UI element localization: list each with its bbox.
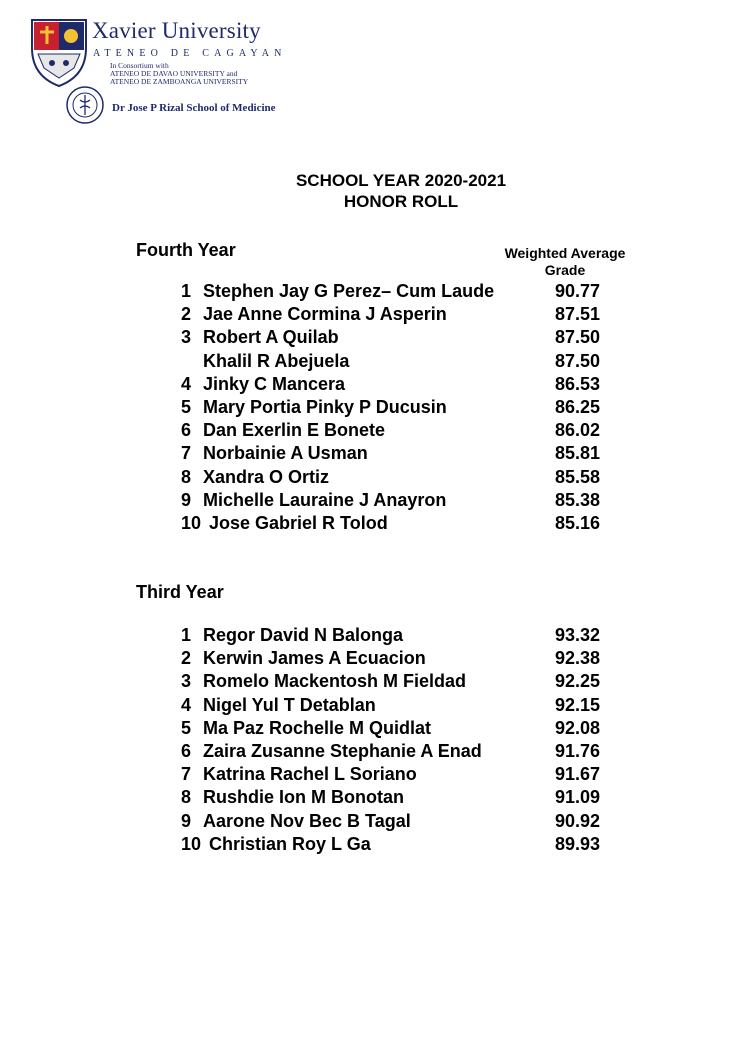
student-name: Zaira Zusanne Stephanie A Enad — [203, 741, 482, 761]
weighted-average-grade: 91.09 — [555, 787, 601, 808]
student-name: Mary Portia Pinky P Ducusin — [203, 397, 447, 417]
student-name: Dan Exerlin E Bonete — [203, 420, 386, 441]
grade-column-header-line: Grade — [544, 262, 586, 278]
weighted-average-grade: 87.50 — [555, 327, 601, 348]
honor-roll-row — [181, 397, 621, 420]
consortium-note — [110, 62, 248, 86]
rank-number: 6 — [181, 741, 192, 761]
grade-column-header — [490, 245, 640, 279]
third-year-heading: Third Year — [136, 582, 224, 602]
honor-roll-row — [181, 671, 621, 694]
student-name: Khalil R Abejuela — [203, 350, 350, 371]
honor-roll-row — [181, 467, 621, 490]
consortium-line: ATENEO DE DAVAO UNIVERSITY and — [110, 69, 238, 78]
weighted-average-grade: 85.38 — [555, 489, 601, 510]
honor-roll-title: HONOR ROLL — [343, 192, 459, 211]
honor-roll-row — [181, 834, 621, 857]
weighted-average-grade: 85.16 — [555, 513, 601, 533]
grade-column-header-line: Weighted Average — [504, 245, 626, 261]
rank-number: 4 — [181, 694, 192, 715]
student-name: Norbainie A Usman — [203, 443, 368, 464]
rank-number: 5 — [181, 717, 192, 738]
rank-number: 4 — [181, 373, 192, 394]
honor-roll-row — [181, 695, 621, 718]
rank-number: 9 — [181, 489, 192, 510]
fourth-year-heading: Fourth Year — [136, 240, 236, 260]
weighted-average-grade: 92.25 — [555, 671, 601, 692]
weighted-average-grade: 86.53 — [555, 373, 601, 394]
letterhead — [30, 14, 330, 124]
honor-roll-row — [181, 648, 621, 671]
rank-number: 6 — [181, 420, 192, 441]
student-name: Stephen Jay G Perez– Cum Laude — [203, 281, 495, 301]
honor-roll-row — [181, 351, 621, 374]
rank-number: 2 — [181, 304, 192, 325]
school-name: Dr Jose P Rizal School of Medicine — [112, 102, 276, 114]
school-year-title: SCHOOL YEAR 2020-2021 — [295, 171, 507, 190]
honor-roll-row — [181, 718, 621, 741]
weighted-average-grade: 93.32 — [555, 625, 601, 645]
rank-number: 5 — [181, 397, 192, 417]
honor-roll-row — [181, 420, 621, 443]
weighted-average-grade: 92.15 — [555, 694, 601, 715]
weighted-average-grade: 87.50 — [555, 350, 601, 371]
student-name: Jae Anne Cormina J Asperin — [203, 304, 447, 325]
honor-roll-row — [181, 787, 621, 810]
rank-number: 9 — [181, 810, 192, 831]
student-name: Romelo Mackentosh M Fieldad — [203, 671, 467, 692]
student-name: Michelle Lauraine J Anayron — [203, 489, 447, 510]
student-name: Rushdie Ion M Bonotan — [203, 787, 404, 808]
student-name: Xandra O Ortiz — [203, 466, 330, 487]
honor-roll-row — [181, 513, 621, 536]
rank-number: 1 — [181, 281, 192, 301]
school-of-medicine-seal-icon — [66, 86, 104, 124]
student-name: Nigel Yul T Detablan — [203, 694, 376, 715]
weighted-average-grade: 85.58 — [555, 466, 601, 487]
xavier-university-seal-icon — [30, 18, 88, 88]
student-name: Robert A Quilab — [203, 327, 339, 348]
university-name: Xavier University — [92, 18, 261, 43]
rank-number: 2 — [181, 648, 192, 669]
rank-number: 7 — [181, 443, 192, 464]
weighted-average-grade: 85.81 — [555, 443, 601, 464]
rank-number: 1 — [181, 625, 192, 645]
student-name: Jose Gabriel R Tolod — [209, 513, 388, 533]
consortium-line: ATENEO DE ZAMBOANGA UNIVERSITY — [110, 77, 249, 86]
honor-roll-row — [181, 304, 621, 327]
weighted-average-grade: 92.38 — [555, 648, 601, 669]
student-name: Christian Roy L Ga — [209, 833, 371, 854]
university-subtitle: ATENEO DE CAGAYAN — [93, 48, 287, 59]
student-name: Aarone Nov Bec B Tagal — [203, 810, 411, 831]
student-name: Regor David N Balonga — [203, 625, 404, 645]
honor-roll-row — [181, 741, 621, 764]
weighted-average-grade: 90.77 — [555, 281, 601, 301]
honor-roll-row — [181, 764, 621, 787]
rank-number: 7 — [181, 764, 192, 785]
honor-roll-row — [181, 811, 621, 834]
rank-number: 3 — [181, 327, 192, 348]
student-name: Kerwin James A Ecuacion — [203, 648, 426, 669]
rank-number: 8 — [181, 466, 192, 487]
student-name: Ma Paz Rochelle M Quidlat — [203, 717, 432, 738]
student-name: Jinky C Mancera — [203, 373, 346, 394]
honor-roll-row — [181, 281, 621, 304]
weighted-average-grade: 86.02 — [555, 420, 601, 441]
rank-number: 10 — [181, 513, 202, 533]
honor-roll-row — [181, 625, 621, 648]
weighted-average-grade: 89.93 — [555, 833, 601, 854]
weighted-average-grade: 90.92 — [555, 810, 601, 831]
weighted-average-grade: 91.76 — [555, 741, 601, 761]
weighted-average-grade: 87.51 — [555, 304, 601, 325]
honor-roll-row — [181, 490, 621, 513]
student-name: Katrina Rachel L Soriano — [203, 764, 417, 785]
rank-number: 8 — [181, 787, 192, 808]
weighted-average-grade: 92.08 — [555, 717, 601, 738]
weighted-average-grade: 91.67 — [555, 764, 601, 785]
honor-roll-row — [181, 443, 621, 466]
honor-roll-row — [181, 374, 621, 397]
honor-roll-row — [181, 327, 621, 350]
weighted-average-grade: 86.25 — [555, 397, 601, 417]
consortium-line: In Consortium with — [110, 61, 169, 70]
rank-number: 3 — [181, 671, 192, 692]
rank-number: 10 — [181, 833, 202, 854]
